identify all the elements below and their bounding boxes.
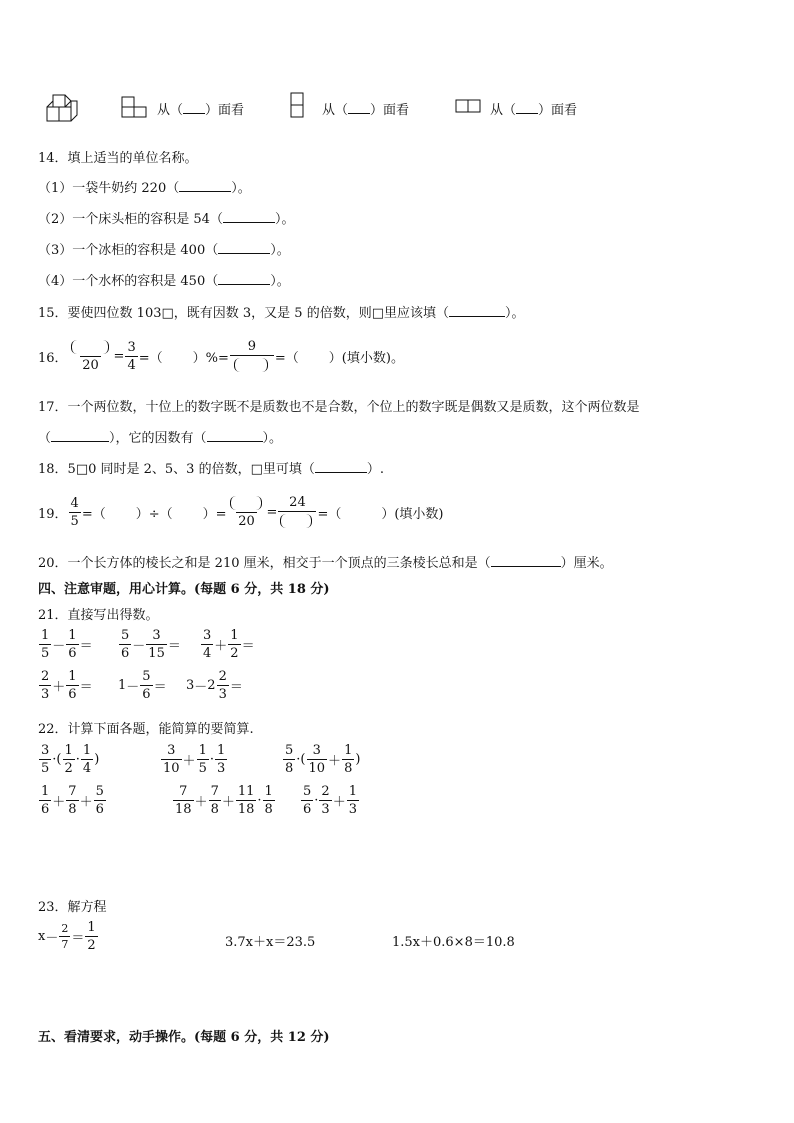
answer-blank[interactable]: [183, 101, 205, 114]
answer-blank[interactable]: [218, 272, 270, 285]
q14-item-1: （1）一袋牛奶约 220（ ）。: [38, 181, 251, 196]
q21-expr-1: $\frac{1}{5}$ － $\frac{1}{6}$ ＝: [41, 628, 93, 661]
fraction: 9: [230, 340, 274, 372]
q20: 20．一个长方体的棱长之和是 210 厘米，相交于一个顶点的三条棱长总和是（ ）厘米。: [38, 556, 613, 571]
q22-expr-4: $\frac{1}{6}$ ＋ $\frac{7}{8}$ ＋ $\frac{5}{6}$: [41, 784, 104, 817]
answer-blank[interactable]: [51, 429, 109, 442]
answer-blank[interactable]: [315, 460, 367, 473]
q22-expr-5: $\frac{7}{18}$ ＋ $\frac{7}{8}$ ＋ $\frac{11}{18}$ · $\frac{1}{8}$: [175, 784, 273, 817]
q23-title: 23．解方程: [38, 900, 107, 915]
q21-expr-6: 3 － 2 $\frac{2}{3}$ ＝: [186, 669, 243, 702]
q22-expr-6: $\frac{5}{6}$ · $\frac{2}{3}$ ＋ $\frac{1}{3}$: [303, 784, 357, 817]
q22-expr-2: $\frac{3}{10}$ ＋ $\frac{1}{5}$ · $\frac{1}{3}$: [163, 743, 226, 776]
q21-expr-4: $\frac{2}{3}$ ＋ $\frac{1}{6}$ ＝: [41, 669, 93, 702]
q16: 16． 20 = $\frac{3}{4}$ =（ ）%= 9 =（ ）(填小数)。: [38, 339, 404, 373]
q14-title: 14．填上适当的单位名称。: [38, 151, 198, 166]
q19: 19． $\frac{4}{5}$ =（ ）÷（ ）= 20 = 24 =（ ）(填小数): [38, 495, 444, 529]
answer-blank[interactable]: [348, 101, 370, 114]
view-figure-2: [290, 92, 304, 118]
fraction: 20: [69, 340, 113, 372]
view-question-1: 从（ ）面看: [157, 103, 245, 118]
answer-blank[interactable]: [491, 554, 561, 567]
q22-title: 22．计算下面各题，能简算的要简算.: [38, 722, 254, 737]
answer-blank[interactable]: [449, 304, 505, 317]
q21-expr-3: $\frac{3}{4}$ ＋ $\frac{1}{2}$ ＝: [203, 628, 255, 661]
fraction: 24: [278, 496, 316, 528]
view-question-2: 从（ ）面看: [322, 103, 410, 118]
q22-expr-3: $\frac{5}{8}$ · ( $\frac{3}{10}$ ＋ $\frac{1}{8}$ ): [285, 743, 361, 776]
q21-expr-5: 1 － $\frac{5}{6}$ ＝: [118, 669, 167, 702]
q14-item-4: （4）一个水杯的容积是 450（ ）。: [38, 274, 290, 289]
answer-blank[interactable]: [218, 241, 270, 254]
q23-eq-3: 1.5x＋0.6×8＝10.8: [392, 935, 515, 950]
fraction: $\frac{4}{5}$: [70, 495, 79, 529]
fraction: 20: [228, 496, 266, 528]
q23-eq-1: x － $\frac{2}{7}$ ＝ $\frac{1}{2}$: [38, 920, 96, 953]
q17-line-1: 17．一个两位数，十位上的数字既不是质数也不是合数，个位上的数字既是偶数又是质数，这个两位数是: [38, 400, 640, 415]
q22-expr-1: $\frac{3}{5}$ · ( $\frac{1}{2}$ · $\frac{1}{4}$ ): [41, 743, 100, 776]
q21-title: 21．直接写出得数。: [38, 608, 159, 623]
q21-expr-2: $\frac{5}{6}$ － $\frac{3}{15}$ ＝: [121, 628, 181, 661]
answer-blank[interactable]: [207, 429, 263, 442]
answer-blank[interactable]: [223, 210, 275, 223]
section-5-title: 五、看清要求，动手操作。(每题 6 分，共 12 分): [38, 1030, 330, 1045]
cube-3d-figure: [45, 93, 79, 123]
answer-blank[interactable]: [516, 101, 538, 114]
q14-item-3: （3）一个冰柜的容积是 400（ ）。: [38, 243, 290, 258]
view-figure-1: [121, 96, 149, 118]
q15: 15．要使四位数 103□，既有因数 3，又是 5 的倍数，则□里应该填（ ）。: [38, 306, 525, 321]
view-question-3: 从（ ）面看: [490, 103, 578, 118]
q14-item-2: （2）一个床头柜的容积是 54（ ）。: [38, 212, 295, 227]
section-4-title: 四、注意审题，用心计算。(每题 6 分，共 18 分): [38, 582, 330, 597]
q18: 18．5□0 同时是 2、5、3 的倍数，□里可填（ ）.: [38, 462, 385, 477]
q17-line-2: （ ），它的因数有（ ）。: [38, 431, 283, 446]
fraction: $\frac{3}{4}$: [127, 339, 136, 373]
q23-eq-2: 3.7x＋x＝23.5: [225, 935, 316, 950]
view-figure-3: [455, 99, 483, 113]
answer-blank[interactable]: [179, 179, 231, 192]
